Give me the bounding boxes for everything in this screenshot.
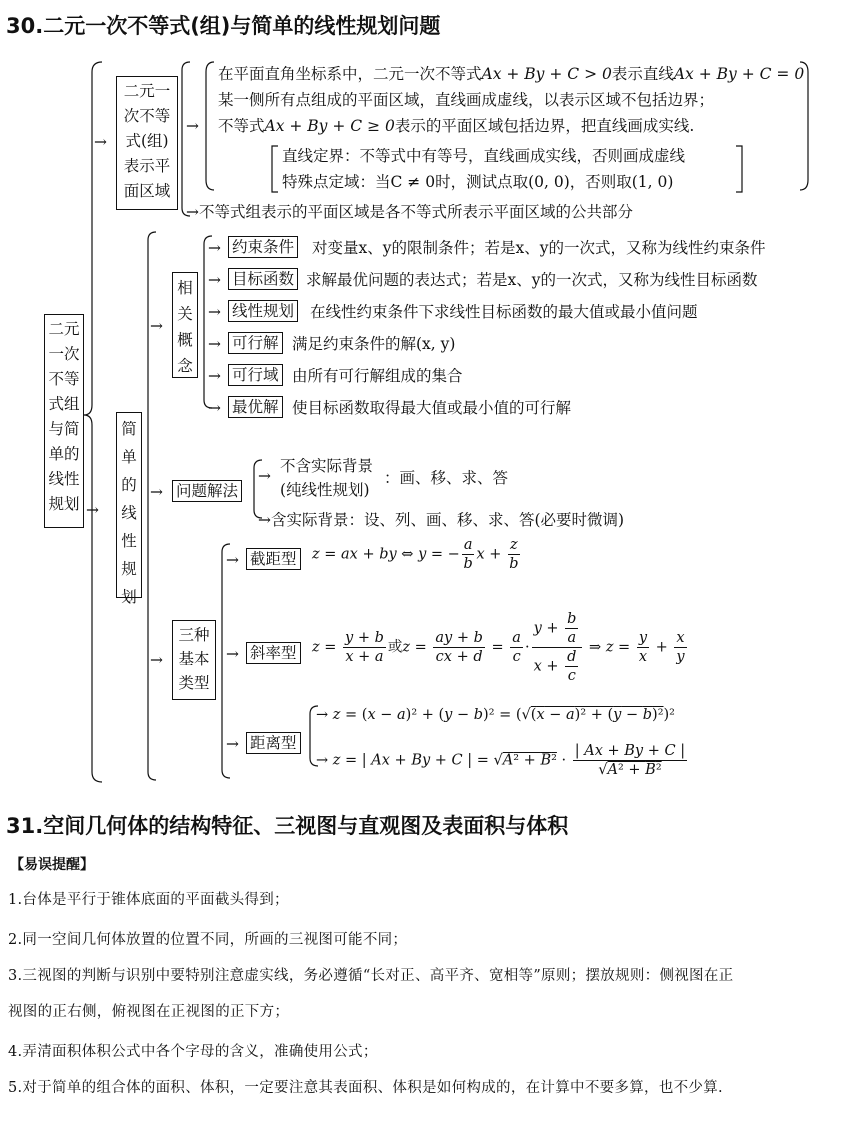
- distance-term: 距离型: [246, 732, 301, 754]
- section-30-heading: [6, 10, 440, 40]
- concept-term-1: 目标函数: [228, 268, 298, 290]
- branch1-line1-text2: 表示直线: [611, 65, 674, 83]
- concept-term-5: 最优解: [228, 396, 283, 418]
- list-item-1: 1.台体是平行于锥体底面的平面截头得到；: [8, 892, 289, 908]
- branch2-label: 简单的线性规划: [121, 420, 137, 606]
- slope-or: 或: [387, 639, 403, 656]
- method-b: →含实际背景：设、列、画、移、求、答(必要时微调): [258, 511, 625, 529]
- method-a-steps: ：画、移、求、答: [384, 469, 509, 487]
- branch1-line1: [218, 64, 804, 84]
- tip-label: 【易误提醒】: [10, 857, 94, 873]
- list-item-4: 4.弄清面积体积公式中各个字母的含义，准确使用公式；: [8, 1044, 378, 1060]
- branch1-line3-text2: 表示的平面区域包括边界，把直线画成实线.: [394, 117, 695, 135]
- arrow-concepts: →: [150, 317, 163, 335]
- branch1-line4: →不等式组表示的平面区域是各不等式所表示平面区域的公共部分: [186, 203, 634, 221]
- arrow-concept-1: →: [208, 271, 221, 289]
- concept-desc-3: 满足约束条件的解(x, y): [292, 335, 456, 353]
- list-item-3-cont: 视图的正右侧，俯视图在正视图的正下方；: [8, 1004, 290, 1020]
- distance-formula-1: → z = (x − a)² + (y − b)² = (√(x − a)² + (y − b)²)²: [316, 707, 675, 723]
- arrow-concept-4: →: [208, 367, 221, 385]
- concepts-label: 相关概念: [177, 279, 193, 375]
- arrow-types: →: [150, 651, 163, 669]
- intercept-formula: z = ax + by ⇔ y = − $\frac{a}{b}$ x + $\frac{z}{b}$: [312, 537, 519, 572]
- section-31-number: 31.: [6, 814, 44, 838]
- distance-formula-2: → z = | Ax + By + C | = √A² + B² · $\frac{| Ax + By + C |}{\text{√A² + B²}}$: [316, 743, 686, 778]
- concepts-label-box: [172, 272, 198, 378]
- method-b-text: 含实际背景：设、列、画、移、求、答(必要时微调): [271, 511, 625, 529]
- arrow-distance: →: [226, 735, 239, 753]
- arrow-branch1-text: →: [186, 117, 199, 135]
- types-label: 三种基本类型: [178, 626, 210, 692]
- method-label: 问题解法: [172, 480, 242, 502]
- branch1-line3-expr: Ax + By + C ≥ 0: [264, 117, 395, 135]
- branch1-line4-text: 不等式组表示的平面区域是各不等式所表示平面区域的公共部分: [199, 203, 634, 221]
- concept-term-3: 可行解: [228, 332, 283, 354]
- concept-desc-4: 由所有可行解组成的集合: [292, 367, 463, 385]
- branch1-label: 二元一次不等式(组)表示平面区域: [123, 82, 171, 200]
- arrow-concept-3: →: [208, 335, 221, 353]
- arrow-concept-2: →: [208, 303, 221, 321]
- arrow-method-a: →: [258, 467, 271, 485]
- branch1-line3-text: 不等式: [218, 117, 265, 135]
- slope-term: 斜率型: [246, 642, 301, 664]
- slope-formula: z = $\frac{y + b}{x + a}$ 或z = $\frac{ay + b}{cx + d}$ = $\frac{a}{c}$ · y + $\frac{b}{a}$ x + $\frac{d}{c}$ ⇒ z = $\frac{y}{x}$ + $\frac{x}{y}$: [312, 611, 685, 684]
- root-label: 二元一次不等式组与简单的线性规划: [48, 320, 80, 513]
- branch2-label-box: [116, 412, 142, 606]
- arrow-concept-0: →: [208, 239, 221, 257]
- intercept-term: 截距型: [246, 548, 301, 570]
- branch1-sub2: 特殊点定域：当C ≠ 0时，测试点取(0, 0)，否则取(1, 0): [282, 173, 674, 191]
- method-a2: (纯线性规划): [280, 481, 370, 499]
- types-label-box: [172, 620, 216, 700]
- branch1-line1-expr: Ax + By + C > 0: [481, 65, 612, 83]
- list-item-3: 3.三视图的判断与识别中要特别注意虚实线，务必遵循“长对正、高平齐、宽相等”原则；摆放规则：侧视图在正: [8, 968, 734, 984]
- concept-term-4: 可行域: [228, 364, 283, 386]
- root-label-box: [44, 314, 84, 528]
- concept-desc-0: 对变量x、y的限制条件；若是x、y的一次式，又称为线性约束条件: [312, 239, 766, 257]
- branch1-line1-expr2: Ax + By + C = 0: [673, 65, 805, 83]
- section-30-title: 二元一次不等式(组)与简单的线性规划问题: [43, 14, 441, 38]
- branch1-label-box: [116, 76, 178, 210]
- concept-desc-5: 使目标函数取得最大值或最小值的可行解: [292, 399, 572, 417]
- method-a1: 不含实际背景: [280, 457, 374, 475]
- concept-term-0: 约束条件: [228, 236, 298, 258]
- section-30-number: 30.: [6, 14, 44, 38]
- branch1-sub1: 直线定界：不等式中有等号，直线画成实线，否则画成虚线: [282, 147, 686, 165]
- list-item-5: 5.对于简单的组合体的面积、体积，一定要注意其表面积、体积是如何构成的，在计算中不要多算，也不少算.: [8, 1080, 723, 1096]
- arrow-root: →: [86, 501, 99, 519]
- concept-term-2: 线性规划: [228, 300, 298, 322]
- branch1-line2: 某一侧所有点组成的平面区域，直线画成虚线，以表示区域不包括边界；: [218, 91, 715, 109]
- section-31-title: 空间几何体的结构特征、三视图与直观图及表面积与体积: [43, 814, 569, 838]
- branch1-line3: [218, 116, 694, 136]
- list-item-2: 2.同一空间几何体放置的位置不同，所画的三视图可能不同；: [8, 932, 408, 948]
- arrow-branch1: →: [94, 133, 107, 151]
- arrow-method: →: [150, 483, 163, 501]
- concept-desc-1: 求解最优问题的表达式；若是x、y的一次式，又称为线性目标函数: [306, 271, 758, 289]
- concept-desc-2: 在线性约束条件下求线性目标函数的最大值或最小值问题: [310, 303, 698, 321]
- section-31-heading: [6, 810, 568, 840]
- arrow-concept-5: →: [208, 399, 221, 417]
- arrow-intercept: →: [226, 551, 239, 569]
- branch1-line1-text: 在平面直角坐标系中，二元一次不等式: [218, 65, 482, 83]
- arrow-slope: →: [226, 645, 239, 663]
